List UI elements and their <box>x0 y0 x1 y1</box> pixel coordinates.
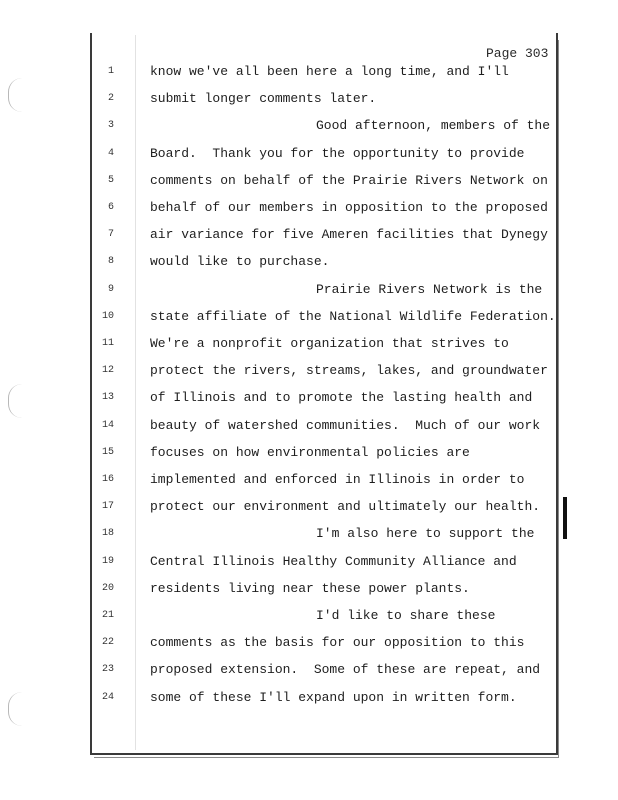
transcript-line <box>0 499 618 519</box>
transcript-line <box>0 173 618 193</box>
transcript-line <box>0 390 618 410</box>
line-text: state affiliate of the National Wildlife Federation. <box>150 308 556 324</box>
line-text: comments on behalf of the Prairie Rivers Network on <box>150 172 548 188</box>
transcript-line <box>0 64 618 84</box>
line-number: 23 <box>101 664 114 676</box>
line-text: submit longer comments later. <box>150 91 377 107</box>
transcript-line <box>0 608 618 628</box>
line-number: 15 <box>101 446 114 458</box>
transcript-line <box>0 635 618 655</box>
page-number: Page 303 <box>486 46 549 61</box>
line-text: Board. Thank you for the opportunity to provide <box>150 145 525 161</box>
line-text: proposed extension. Some of these are repeat, and <box>150 662 541 678</box>
transcript-line <box>0 254 618 274</box>
line-text: We're a nonprofit organization that strives to <box>150 336 509 351</box>
transcript-line <box>0 445 618 465</box>
line-number: 14 <box>101 419 114 431</box>
transcript-line <box>0 200 618 220</box>
transcript-line <box>0 526 618 546</box>
line-number: 11 <box>101 338 114 349</box>
transcript-line <box>0 91 618 111</box>
line-text: protect our environment and ultimately our health. <box>150 499 541 515</box>
line-number: 24 <box>101 691 114 703</box>
line-number: 9 <box>107 283 114 295</box>
line-number: 21 <box>101 610 114 621</box>
line-text: beauty of watershed communities. Much of our work <box>150 417 541 433</box>
line-number: 1 <box>107 66 114 77</box>
line-number: 16 <box>101 474 114 485</box>
transcript-line <box>0 690 618 710</box>
line-number: 5 <box>107 174 114 186</box>
transcript-line <box>0 309 618 329</box>
transcript-line <box>0 662 618 682</box>
line-text: focuses on how environmental policies are <box>150 444 470 460</box>
line-text: residents living near these power plants. <box>150 580 470 596</box>
line-number: 7 <box>107 229 114 241</box>
line-text: know we've all been here a long time, and I'll <box>150 64 509 79</box>
line-text: Central Illinois Healthy Community Alliance and <box>150 553 517 569</box>
line-text: I'd like to share these <box>316 608 496 623</box>
transcript-line <box>0 146 618 166</box>
transcript-line <box>0 282 618 302</box>
line-text: some of these I'll expand upon in written form. <box>150 689 517 705</box>
transcript-line <box>0 363 618 383</box>
line-text: Good afternoon, members of the <box>316 118 551 134</box>
line-number: 12 <box>101 365 114 377</box>
line-number: 10 <box>101 310 114 322</box>
line-text: of Illinois and to promote the lasting health and <box>150 390 533 406</box>
line-number: 2 <box>107 93 114 105</box>
transcript-line <box>0 472 618 492</box>
line-text: implemented and enforced in Illinois in order to <box>150 472 525 487</box>
line-number: 19 <box>101 555 114 567</box>
frame-shadow-bottom <box>94 757 559 758</box>
line-number: 17 <box>101 501 114 513</box>
line-text: I'm also here to support the <box>316 526 535 542</box>
line-text: protect the rivers, streams, lakes, and groundwater <box>150 363 548 379</box>
line-text: air variance for five Ameren facilities that Dynegy <box>150 227 548 243</box>
line-number: 8 <box>107 256 114 268</box>
line-text: Prairie Rivers Network is the <box>316 281 543 297</box>
line-number: 3 <box>107 120 114 132</box>
line-number: 13 <box>101 392 114 404</box>
line-number: 20 <box>101 582 114 594</box>
line-number: 6 <box>107 202 114 213</box>
line-text: would like to purchase. <box>150 254 330 270</box>
transcript-line <box>0 581 618 601</box>
line-text: comments as the basis for our opposition to this <box>150 635 525 651</box>
transcript-line <box>0 227 618 247</box>
line-number: 18 <box>101 528 114 540</box>
line-number: 4 <box>107 147 114 159</box>
transcript-line <box>0 118 618 138</box>
transcript-line <box>0 418 618 438</box>
line-text: behalf of our members in opposition to the proposed <box>150 200 548 215</box>
transcript-line <box>0 336 618 356</box>
line-number: 22 <box>101 637 114 649</box>
transcript-line <box>0 554 618 574</box>
